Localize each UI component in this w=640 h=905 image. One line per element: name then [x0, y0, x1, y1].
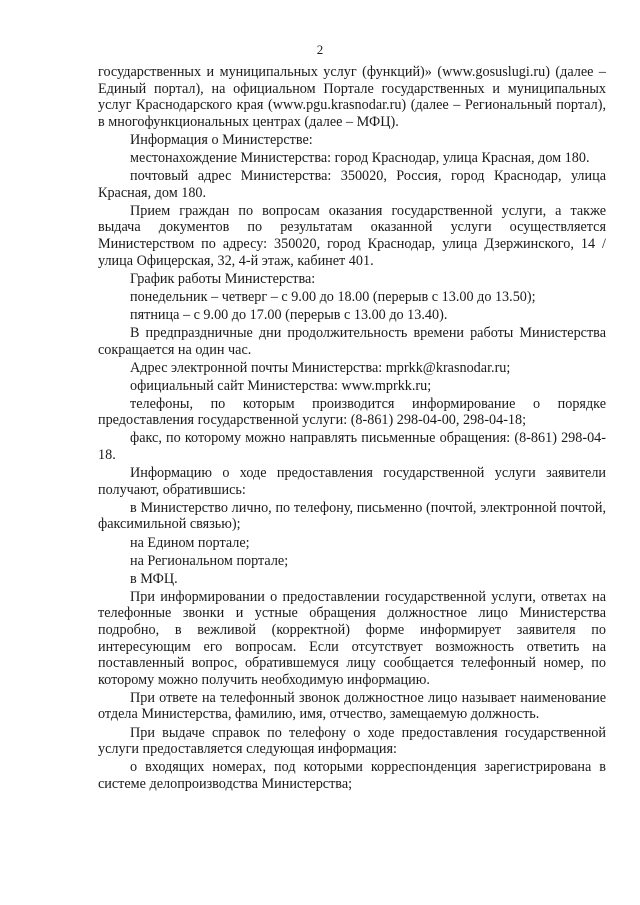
paragraph: Прием граждан по вопросам оказания государственной услуги, а также выдача документов по результатам оказанной услуги осуществляется Министерством по адресу: 350020, город Краснодар, улица Дзержинского, 14 / улица Офицерская, 32, 4-й этаж, кабинет 401.	[98, 202, 606, 269]
paragraph: в МФЦ.	[130, 570, 178, 587]
paragraph: При выдаче справок по телефону о ходе предоставления государственной услуги предоставляется следующая информация:	[98, 724, 606, 758]
paragraph: При ответе на телефонный звонок должностное лицо называет наименование отдела Министерства, фамилию, имя, отчество, замещаемую должность.	[98, 689, 606, 723]
paragraph: местонахождение Министерства: город Краснодар, улица Красная, дом 180.	[130, 149, 590, 166]
paragraph: пятница – с 9.00 до 17.00 (перерыв с 13.00 до 13.40).	[130, 306, 448, 323]
paragraph: понедельник – четверг – с 9.00 до 18.00 (перерыв с 13.00 до 13.50);	[130, 288, 536, 305]
paragraph: о входящих номерах, под которыми корреспонденция зарегистрирована в системе делопроизводства Министерства;	[98, 759, 606, 792]
paragraph: Информацию о ходе предоставления государственной услуги заявители получают, обратившись:	[98, 465, 606, 498]
paragraph: государственных и муниципальных услуг (функций)» (www.gosuslugi.ru) (далее – Единый портал), на официальном Портале государственных и муниципальных услуг Краснодарского края (www.pgu.krasnodar.ru) (далее – Региональный портал), в многофункциональных центрах (далее – МФЦ).	[98, 64, 606, 130]
paragraph: в Министерство лично, по телефону, письменно (почтой, электронной почтой, факсимильной связью);	[98, 499, 606, 533]
paragraph: официальный сайт Министерства: www.mprkk.ru;	[130, 377, 432, 394]
paragraph: на Едином портале;	[130, 534, 250, 551]
document-body	[98, 64, 606, 794]
page-number: 2	[316, 42, 324, 57]
paragraph: почтовый адрес Министерства: 350020, Россия, город Краснодар, улица Красная, дом 180.	[98, 168, 606, 201]
paragraph: телефоны, по которым производится информирование о порядке предоставления государственной услуги: (8-861) 298-04-00, 298-04-18;	[98, 395, 606, 429]
paragraph: При информировании о предоставлении государственной услуги, ответах на телефонные звонки и устные обращения должностное лицо Министерства подробно, в вежливой (корректной) форме информирует заявителя по интересующим его вопросам. Если отсутствует возможность ответить на поставленный вопрос, обратившемуся лицу сообщается телефонный номер, по которому можно получить необходимую информацию.	[98, 588, 606, 688]
paragraph: Адрес электронной почты Министерства: mprkk@krasnodar.ru;	[130, 359, 511, 376]
paragraph: График работы Министерства:	[130, 270, 316, 287]
paragraph: Информация о Министерстве:	[130, 131, 313, 148]
paragraph: факс, по которому можно направлять письменные обращения: (8-861) 298-04-18.	[98, 430, 606, 464]
paragraph: В предпраздничные дни продолжительность времени работы Министерства сокращается на один час.	[98, 324, 606, 358]
paragraph: на Региональном портале;	[130, 552, 289, 569]
